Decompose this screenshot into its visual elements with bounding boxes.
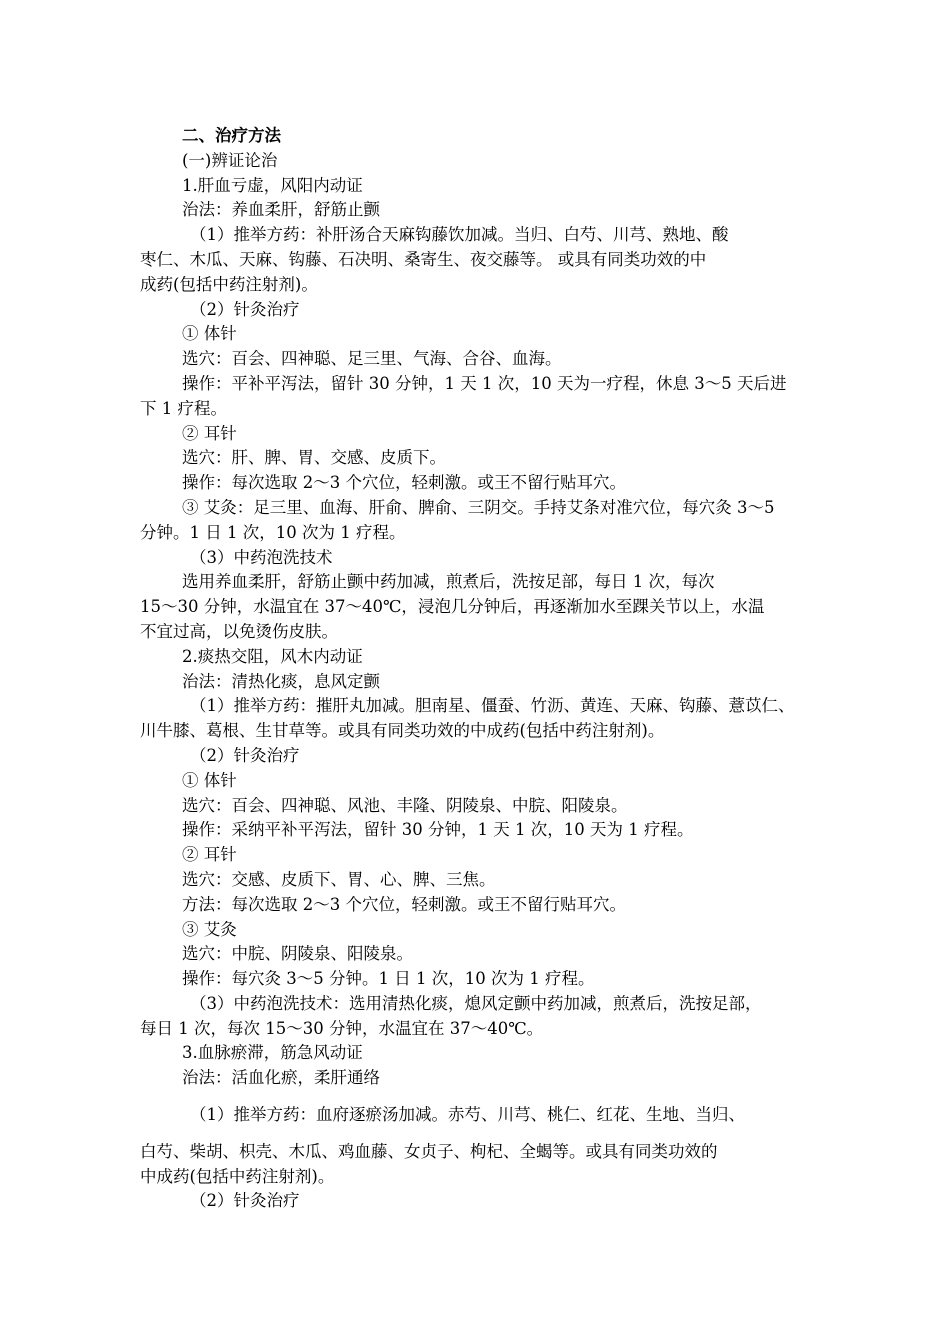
text-line: （2）针灸治疗 <box>190 299 300 319</box>
text-line: (一)辨证论治 <box>182 150 278 170</box>
text-line: 分钟。1 日 1 次，10 次为 1 疗程。 <box>140 522 406 542</box>
text-line: ① 体针 <box>182 770 237 790</box>
text-line: 选穴：百会、四神聪、足三里、气海、合谷、血海。 <box>182 349 562 369</box>
text-line: ① 体针 <box>182 324 237 344</box>
text-line: （3）中药泡洗技术：选用清热化痰，熄风定颤中药加减，煎煮后，洗按足部， <box>190 993 762 1013</box>
text-line: 选穴：百会、四神聪、风池、丰隆、阴陵泉、中脘、阳陵泉。 <box>182 795 628 815</box>
text-line: （2）针灸治疗 <box>190 745 300 765</box>
text-line: 2.痰热交阻，风木内动证 <box>182 646 363 666</box>
text-line: 下 1 疗程。 <box>140 398 227 418</box>
text-line: 选穴：中脘、阴陵泉、阳陵泉。 <box>182 944 413 964</box>
text-line: 操作：平补平泻法，留针 30 分钟，1 天 1 次，10 天为一疗程，休息 3～5 天后进 <box>182 373 787 393</box>
text-line: 15～30 分钟，水温宜在 37～40℃，浸泡几分钟后，再逐渐加水至踝关节以上，水温 <box>140 597 765 617</box>
text-line: 操作：每次选取 2～3 个穴位，轻刺激。或王不留行贴耳穴。 <box>182 473 626 493</box>
spacer <box>140 1128 840 1140</box>
text-line: 选穴：交感、皮质下、胃、心、脾、三焦。 <box>182 869 496 889</box>
text-line: （1）推举方药：血府逐瘀汤加减。赤芍、川芎、桃仁、红花、生地、当归、 <box>190 1105 745 1125</box>
text-line: 1.肝血亏虚，风阳内动证 <box>182 175 363 195</box>
text-line: （1）推举方药：摧肝丸加减。胆南星、僵蚕、竹沥、黄连、天麻、钩藤、薏苡仁、 <box>190 696 795 716</box>
text-line: 3.血脉瘀滞，筋急风动证 <box>182 1043 363 1063</box>
text-line: ② 耳针 <box>182 423 237 443</box>
text-line: （2）针灸治疗 <box>190 1191 300 1211</box>
text-line: 每日 1 次，每次 15～30 分钟，水温宜在 37～40℃。 <box>140 1018 544 1038</box>
text-line: 方法：每次选取 2～3 个穴位，轻刺激。或王不留行贴耳穴。 <box>182 894 626 914</box>
text-line: 不宜过高，以免烫伤皮肤。 <box>140 621 338 641</box>
text-line: （3）中药泡洗技术 <box>190 547 333 567</box>
text-line: 治法：养血柔肝，舒筋止颤 <box>182 200 380 220</box>
text-line: 川牛膝、葛根、生甘草等。或具有同类功效的中成药(包括中药注射剂)。 <box>140 721 665 741</box>
text-line: 选穴：肝、脾、胃、交感、皮质下。 <box>182 448 446 468</box>
text-line: ② 耳针 <box>182 845 237 865</box>
text-line: 选用养血柔肝，舒筋止颤中药加减，煎煮后，洗按足部，每日 1 次，每次 <box>182 572 715 592</box>
text-line: 白芍、柴胡、枳壳、木瓜、鸡血藤、女贞子、枸杞、全蝎等。或具有同类功效的 <box>140 1141 718 1161</box>
text-line: 操作：每穴灸 3～5 分钟。1 日 1 次，10 次为 1 疗程。 <box>182 969 595 989</box>
text-line: ③ 艾灸：足三里、血海、肝俞、脾俞、三阴交。手持艾条对准穴位，每穴灸 3～5 <box>182 497 775 517</box>
text-line: 操作：采纳平补平泻法，留针 30 分钟，1 天 1 次，10 天为 1 疗程。 <box>182 820 694 840</box>
text-line: 枣仁、木瓜、天麻、钩藤、石决明、桑寄生、夜交藤等。 或具有同类功效的中 <box>140 249 707 269</box>
text-line: ③ 艾灸 <box>182 919 237 939</box>
document-page <box>140 124 840 1214</box>
section-heading: 二、治疗方法 <box>182 126 281 145</box>
text-line: （1）推举方药：补肝汤合天麻钩藤饮加减。当归、白芍、川芎、熟地、酸 <box>190 225 729 245</box>
spacer <box>140 1091 840 1103</box>
text-line: 中成药(包括中药注射剂)。 <box>140 1166 335 1186</box>
text-line: 治法：清热化痰，息风定颤 <box>182 671 380 691</box>
text-line: 治法：活血化瘀，柔肝通络 <box>182 1068 380 1088</box>
text-line: 成药(包括中药注射剂)。 <box>140 274 318 294</box>
